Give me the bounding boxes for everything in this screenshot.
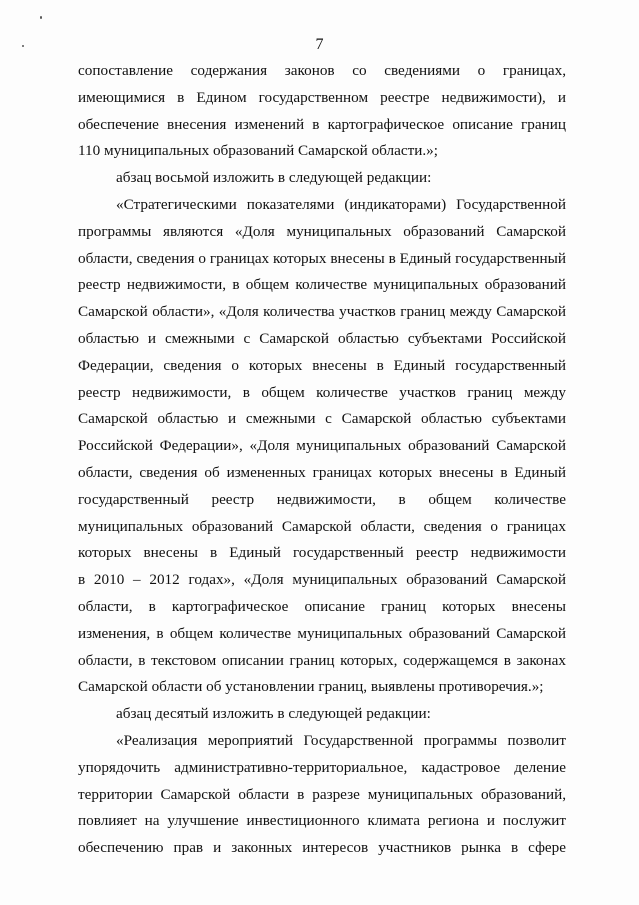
text-line: которых внесены в Единый государственный реестр недвижимости xyxy=(78,544,566,562)
text-line: сопоставление содержания законов со сведениями о границах, xyxy=(78,62,566,79)
text-line: 110 муниципальных образований Самарской области.»; xyxy=(78,142,438,160)
text-line: «Реализация мероприятий Государственной программы позволит xyxy=(116,731,566,749)
text-line: реестр недвижимости, в общем количестве участков границ между xyxy=(78,383,566,401)
text-line: программы являются «Доля муниципальных образований Самарской xyxy=(78,222,566,240)
body-text xyxy=(78,58,566,862)
text-line: имеющимися в Едином государственном реестре недвижимости), и xyxy=(78,88,566,106)
text-line: области, в картографическое описание границ которых внесены xyxy=(78,597,566,615)
text-line: реестр недвижимости, в общем количестве муниципальных образований xyxy=(78,276,566,294)
text-line: области, в текстовом описании границ которых, содержащемся в законах xyxy=(78,651,566,669)
text-line: территории Самарской области в разрезе муниципальных образований, xyxy=(78,785,566,803)
text-line: обеспечение внесения изменений в картографическое описание границ xyxy=(78,115,566,133)
page-number: 7 xyxy=(315,36,324,53)
text-line: «Стратегическими показателями (индикаторами) Государственной xyxy=(116,195,566,213)
text-line: упорядочить административно-территориальное, кадастровое деление xyxy=(78,758,566,776)
text-line: государственный реестр недвижимости, в общем количестве xyxy=(78,490,566,508)
text-line: Самарской области», «Доля количества участков границ между Самарской xyxy=(78,303,566,321)
text-line: Российской Федерации», «Доля муниципальных образований Самарской xyxy=(78,437,566,455)
text-line: муниципальных образований Самарской области, сведения о границах xyxy=(78,517,566,535)
text-line: повлияет на улучшение инвестиционного климата региона и послужит xyxy=(78,812,566,830)
text-line: Федерации, сведения о которых внесены в Единый государственный xyxy=(78,356,566,374)
text-line: области, сведения об измененных границах которых внесены в Единый xyxy=(78,463,566,481)
text-line: абзац десятый изложить в следующей редакции: xyxy=(116,705,431,723)
text-line: обеспечению прав и законных интересов участников рынка в сфере xyxy=(78,839,566,857)
text-line: Самарской областью и смежными с Самарской областью субъектами xyxy=(78,410,566,428)
text-line: абзац восьмой изложить в следующей редакции: xyxy=(116,169,432,187)
text-line: изменения, в общем количестве муниципальных образований Самарской xyxy=(78,624,566,642)
text-line: области, сведения о границах которых внесены в Единый государственный xyxy=(78,249,566,267)
text-line: областью и смежными с Самарской областью субъектами Российской xyxy=(78,329,566,347)
text-line: Самарской области об установлении границ, выявлены противоречия.»; xyxy=(78,678,544,696)
text-line: в 2010 – 2012 годах», «Доля муниципальных образований Самарской xyxy=(78,571,566,589)
scan-speck xyxy=(40,16,42,19)
